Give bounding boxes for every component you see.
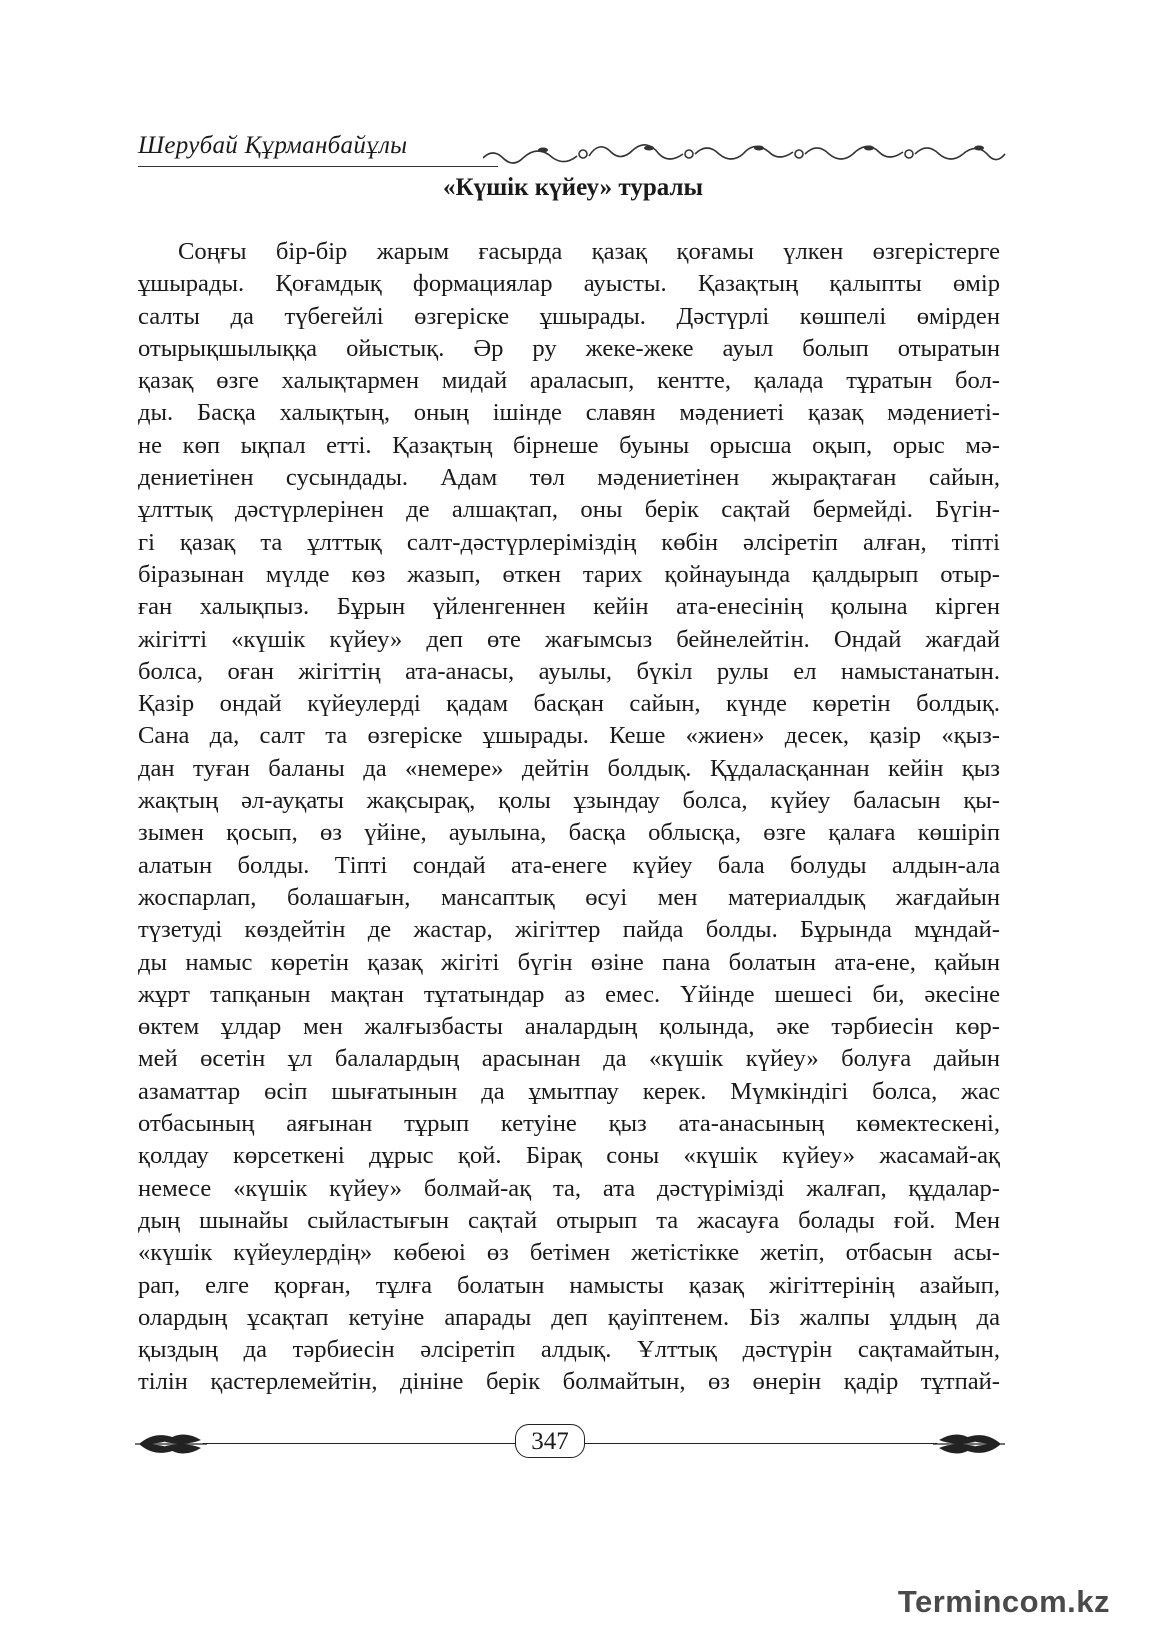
text-line: отырықшылыққа ойыстық. Әр ру жеке-жеке ауыл болып отыратын [138,334,1000,362]
page-footer [135,1418,1005,1478]
text-line: гі қазақ та ұлттық салт-дәстүрлеріміздің көбін әлсіретіп алған, тіпті [138,528,1000,556]
author-name: Шерубай Құрманбайұлы [138,132,408,159]
text-line: ұшырады. Қоғамдық формациялар ауысты. Қазақтың қалыпты өмір [138,270,1000,298]
page-number: 347 [515,1424,585,1458]
text-line: мей өсетін ұл балалардың арасынан да «күшік күйеу» болуға дайын [138,1045,1000,1073]
text-line: азаматтар өсіп шығатынын да ұмытпау керек. Мүмкіндігі болса, жас [138,1077,1000,1105]
leaf-ornament-icon [933,1426,1005,1462]
text-line: Сана да, салт та өзгеріске ұшырады. Кеше «жиен» десек, қазір «қыз- [138,722,1000,750]
text-line: өктем ұлдар мен жалғызбасты аналардың қолында, әке тәрбиесін көр- [138,1013,1000,1041]
scroll-ornament-icon [483,134,1008,170]
text-line: Қазір ондай күйеулерді қадам басқан сайын, күнде көретін болдық. [138,690,1000,718]
text-line: болса, оған жігіттің ата-анасы, ауылы, бүкіл рулы ел намыстанатын. [138,657,1000,685]
text-line: Соңғы бір-бір жарым ғасырда қазақ қоғамы үлкен өзгерістерге [178,238,1000,265]
text-line: салты да түбегейлі өзгеріске ұшырады. Дәстүрлі көшпелі өмірден [138,302,1000,330]
text-line: олардың ұсақтап кетуіне апарады деп қауіптенем. Біз жалпы ұлдың да [138,1303,1000,1331]
text-line: дан туған баланы да «немере» дейтін болдық. Құдаласқаннан кейін қыз [138,754,1000,782]
text-line: дениетінен сусындады. Адам төл мәдениетінен жырақтаған сайын, [138,464,1000,492]
text-line: ұлттық дәстүрлерінен де алшақтап, оны берік сақтай бермейді. Бүгін- [138,496,1000,524]
section-title: «Күшік күйеу» туралы [442,174,704,201]
running-header [138,128,1008,168]
text-line: жұрт тапқанын мақтан тұтатындар аз емес. Үйінде шешесі би, әкесіне [138,980,1000,1008]
text-line: алатын болды. Тіпті сондай ата-енеге күйеу бала болуды алдын-ала [138,851,1000,879]
text-line: ды. Басқа халықтың, оның ішінде славян мәдениеті қазақ мәдениеті- [138,399,1000,427]
text-line: қазақ өзге халықтармен мидай араласып, кентте, қалада тұратын бол- [138,367,1000,395]
leaf-ornament-icon [135,1426,207,1462]
text-line: қыздың да тәрбиесін әлсіретіп алдық. Ұлттық дәстүрін сақтамайтын, [138,1336,1000,1364]
text-line: отбасының аяғынан тұрып кетуіне қыз ата-анасының көмектескені, [138,1110,1000,1138]
footer-rule-right [585,1443,937,1444]
text-line: ды намыс көретін қазақ жігіті бүгін өзіне пана болатын ата-ене, қайын [138,948,1000,976]
text-line: біразынан мүлде көз жазып, өткен тарих қойнауында қалдырып отыр- [138,560,1000,588]
footer-rule-left [203,1443,515,1444]
text-line: рап, елге қорған, тұлға болатын намысты қазақ жігіттерінің азайып, [138,1271,1000,1299]
text-line: зымен қосып, өз үйіне, ауылына, басқа облысқа, өзге қалаға көшіріп [138,819,1000,847]
text-line: дың шынайы сыйластығын сақтай отырып та жасауға болады ғой. Мен [138,1206,1000,1234]
text-line: «күшік күйеулердің» көбеюі өз бетімен жетістікке жетіп, отбасын асы- [138,1239,1000,1267]
text-line: түзетуді көздейтін де жастар, жігіттер пайда болды. Бұрында мұндай- [138,916,1000,944]
text-line: жігітті «күшік күйеу» деп өте жағымсыз бейнелейтін. Ондай жағдай [138,625,1000,653]
header-rule [138,166,498,167]
site-watermark: Termincom.kz [897,1584,1110,1619]
text-line: қолдау көрсеткені дұрыс қой. Бірақ соны «күшік күйеу» жасамай-ақ [138,1142,1000,1170]
text-line: тілін қастерлемейтін, дініне берік болмайтын, өз өнерін қадір тұтпай- [138,1368,1000,1396]
text-line: не көп ықпал етті. Қазақтың бірнеше буыны орысша оқып, орыс мә- [138,431,1000,459]
text-line: немесе «күшік күйеу» болмай-ақ та, ата дәстүрімізді жалғап, құдалар- [138,1174,1000,1202]
text-line: жақтың әл-ауқаты жақсырақ, қолы ұзындау болса, күйеу баласын қы- [138,787,1000,815]
text-line: жоспарлап, болашағын, мансаптық өсуі мен материалдық жағдайын [138,883,1000,911]
text-line: ған халықпыз. Бұрын үйленгеннен кейін ата-енесінің қолына кірген [138,593,1000,621]
body-paragraph [138,236,1000,1399]
